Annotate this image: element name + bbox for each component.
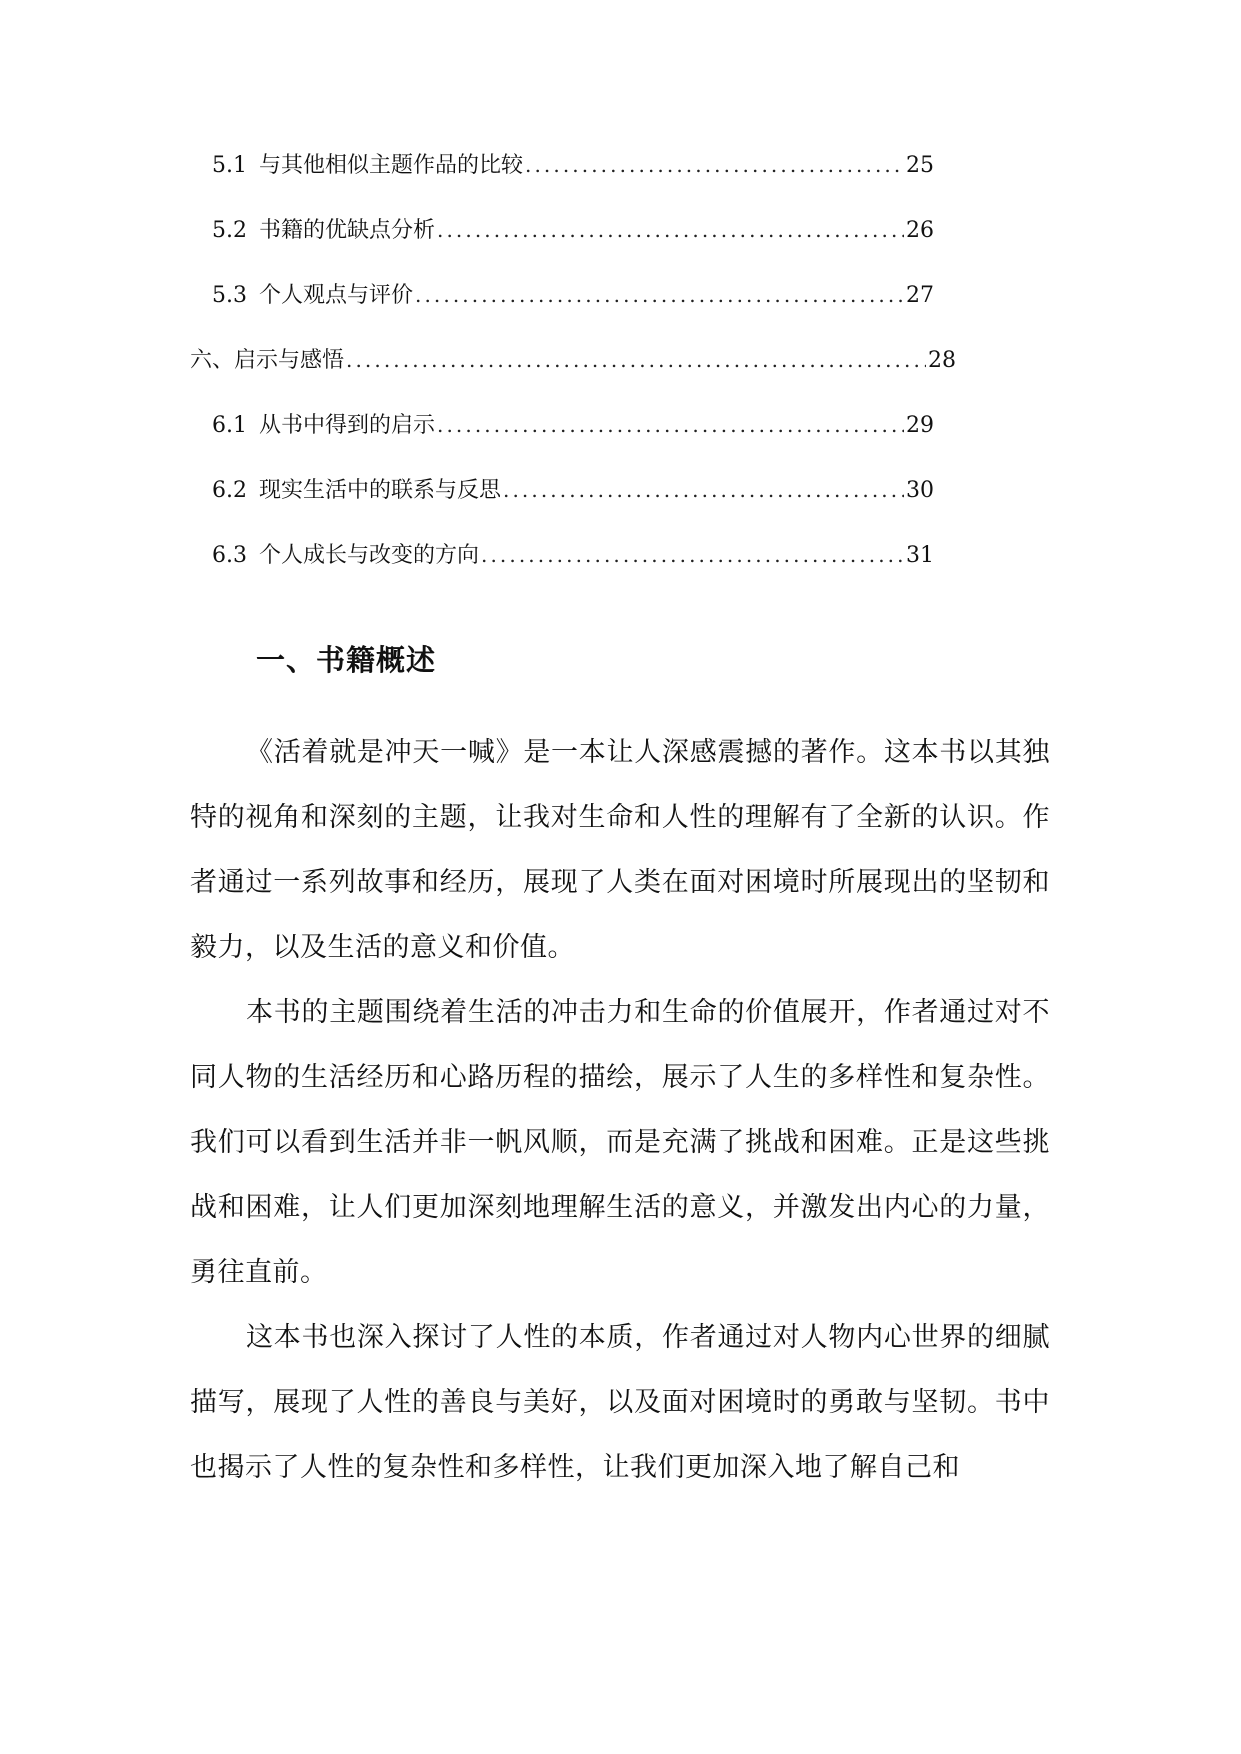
dot-leader xyxy=(481,540,904,570)
toc-title: 与其他相似主题作品的比较 xyxy=(259,153,524,178)
toc-number: 6.2 xyxy=(212,478,247,503)
toc-number: 5.2 xyxy=(212,218,247,243)
toc-number: 5.3 xyxy=(212,283,247,308)
toc-page-number: 29 xyxy=(906,413,934,438)
toc-entry-chapter-6[interactable] xyxy=(190,345,956,376)
toc-page-number: 31 xyxy=(906,543,934,568)
dot-leader xyxy=(437,215,904,245)
toc-label xyxy=(212,541,479,571)
body-text xyxy=(190,720,1050,1500)
toc-label xyxy=(212,216,435,246)
toc-entry-5-3[interactable] xyxy=(212,280,934,311)
dot-leader xyxy=(415,280,904,310)
toc-title: 书籍的优缺点分析 xyxy=(259,218,436,243)
toc-label xyxy=(212,411,435,441)
toc-entry-5-2[interactable] xyxy=(212,215,934,246)
toc-number: 5.1 xyxy=(212,153,247,178)
toc-label xyxy=(212,476,501,506)
toc-page-number: 27 xyxy=(906,283,934,308)
dot-leader xyxy=(437,410,904,440)
paragraph: 这本书也深入探讨了人性的本质，作者通过对人物内心世界的细腻描写，展现了人性的善良与美好，以及面对困境时的勇敢与坚韧。书中也揭示了人性的复杂性和多样性，让我们更加深入地了解自己和 xyxy=(190,1322,1050,1483)
dot-leader xyxy=(346,345,926,375)
paragraph: 本书的主题围绕着生活的冲击力和生命的价值展开，作者通过对不同人物的生活经历和心路历程的描绘，展示了人生的多样性和复杂性。我们可以看到生活并非一帆风顺，而是充满了挑战和困难。正是这些挑战和困难，让人们更加深刻地理解生活的意义，并激发出内心的力量，勇往直前。 xyxy=(190,997,1050,1288)
toc-title: 现实生活中的联系与反思 xyxy=(259,478,502,503)
dot-leader xyxy=(503,475,904,505)
toc-entry-6-1[interactable] xyxy=(212,410,934,441)
toc-label xyxy=(212,281,413,311)
toc-title: 从书中得到的启示 xyxy=(259,413,436,438)
toc-page-number: 28 xyxy=(928,348,956,373)
toc-page-number: 30 xyxy=(906,478,934,503)
section-heading: 一、书籍概述 xyxy=(256,643,437,677)
toc-entry-6-2[interactable] xyxy=(212,475,934,506)
toc-number: 6.1 xyxy=(212,413,247,438)
toc-label xyxy=(212,151,523,181)
toc-title: 个人观点与评价 xyxy=(259,283,414,308)
toc-title: 六、启示与感悟 xyxy=(190,348,345,373)
toc-label xyxy=(190,346,344,376)
paragraph: 《活着就是冲天一喊》是一本让人深感震撼的著作。这本书以其独特的视角和深刻的主题，让我对生命和人性的理解有了全新的认识。作者通过一系列故事和经历，展现了人类在面对困境时所展现出的坚韧和毅力，以及生活的意义和价值。 xyxy=(190,737,1050,963)
dot-leader xyxy=(525,150,904,180)
toc-title: 个人成长与改变的方向 xyxy=(259,543,480,568)
toc-number: 6.3 xyxy=(212,543,247,568)
toc-entry-6-3[interactable] xyxy=(212,540,934,571)
toc-page-number: 26 xyxy=(906,218,934,243)
toc-page-number: 25 xyxy=(906,153,934,178)
toc-entry-5-1[interactable] xyxy=(212,150,934,181)
